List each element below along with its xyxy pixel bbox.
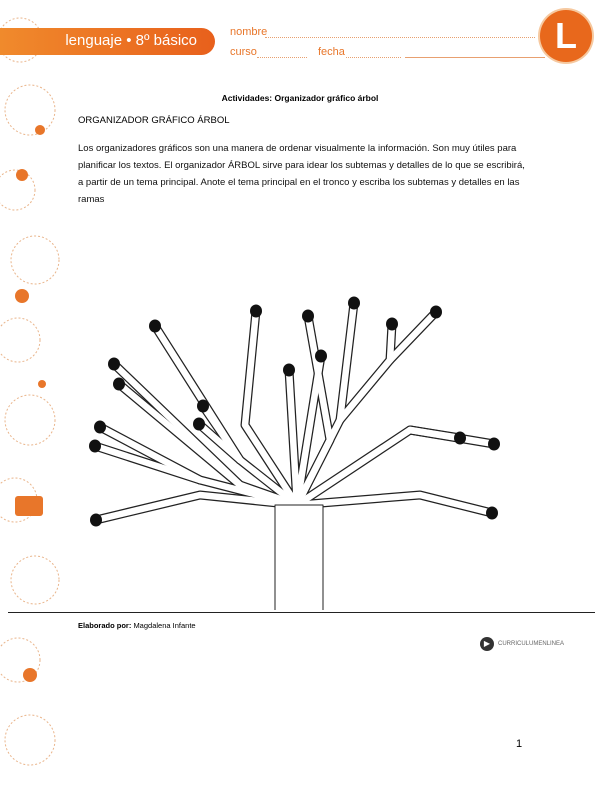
branch-leaf-node bbox=[430, 306, 442, 319]
instructions-paragraph: Los organizadores gráficos son una manera de ordenar visualmente la información. Son muy útiles para planificar los textos. El organizador ÁRBOL sirve para idear los subtemas y detalles de lo que se escribirá, a partir de un tema principal. Anote el tema principal en el tronco y escriba los subtemas y detalles en las ramas bbox=[78, 143, 525, 205]
branch-leaf-node bbox=[250, 305, 262, 318]
header-rule bbox=[405, 57, 545, 58]
branch-leaf-node bbox=[488, 438, 500, 451]
page-number: 1 bbox=[516, 738, 523, 750]
course-label: curso bbox=[230, 46, 257, 58]
branch-leaf-node bbox=[113, 378, 125, 391]
course-field[interactable] bbox=[257, 47, 307, 58]
branch-leaf-node bbox=[108, 358, 120, 371]
feather-icon bbox=[35, 125, 45, 135]
branch-leaf-node bbox=[90, 514, 102, 527]
branch-leaf-node bbox=[302, 310, 314, 323]
tree-branch-fill bbox=[390, 312, 436, 360]
tree-branch-outline bbox=[297, 430, 460, 505]
branch-leaf-node bbox=[193, 418, 205, 431]
brand-logo bbox=[480, 637, 564, 651]
tree-organizer-diagram bbox=[0, 280, 600, 610]
date-field[interactable] bbox=[346, 47, 401, 58]
section-heading: ORGANIZADOR GRÁFICO ÁRBOL bbox=[78, 115, 230, 126]
branch-leaf-node bbox=[94, 421, 106, 434]
branch-leaf-node bbox=[386, 318, 398, 331]
branch-leaf-node bbox=[283, 364, 295, 377]
tree-trunk[interactable] bbox=[275, 505, 323, 610]
author-name: Magdalena Infante bbox=[133, 621, 196, 630]
branch-leaf-node bbox=[149, 320, 161, 333]
tree-branch-fill bbox=[410, 430, 494, 444]
subject-logo: L bbox=[540, 10, 592, 62]
branch-leaf-node bbox=[89, 440, 101, 453]
branch-leaf-node bbox=[315, 350, 327, 363]
name-field[interactable] bbox=[265, 27, 535, 38]
date-label: fecha bbox=[318, 46, 345, 58]
ink-icon bbox=[16, 169, 28, 181]
brand-name: CURRICULUMENLINEA bbox=[498, 641, 565, 647]
name-label: nombre bbox=[230, 26, 268, 38]
footer-rule bbox=[8, 612, 595, 613]
play-icon: ▶ bbox=[480, 637, 494, 651]
tree-branch-fill bbox=[289, 370, 297, 505]
subject-label: lenguaje • 8º básico bbox=[65, 32, 197, 49]
page-title: Actividades: Organizador gráfico árbol bbox=[221, 93, 379, 103]
branch-leaf-node bbox=[486, 507, 498, 520]
author-label: Elaborado por: bbox=[78, 621, 132, 630]
branch-leaf-node bbox=[197, 400, 209, 413]
microphone-icon bbox=[23, 668, 37, 682]
branch-leaf-node bbox=[348, 297, 360, 310]
branch-leaf-node bbox=[454, 432, 466, 445]
subject-band bbox=[0, 28, 215, 55]
